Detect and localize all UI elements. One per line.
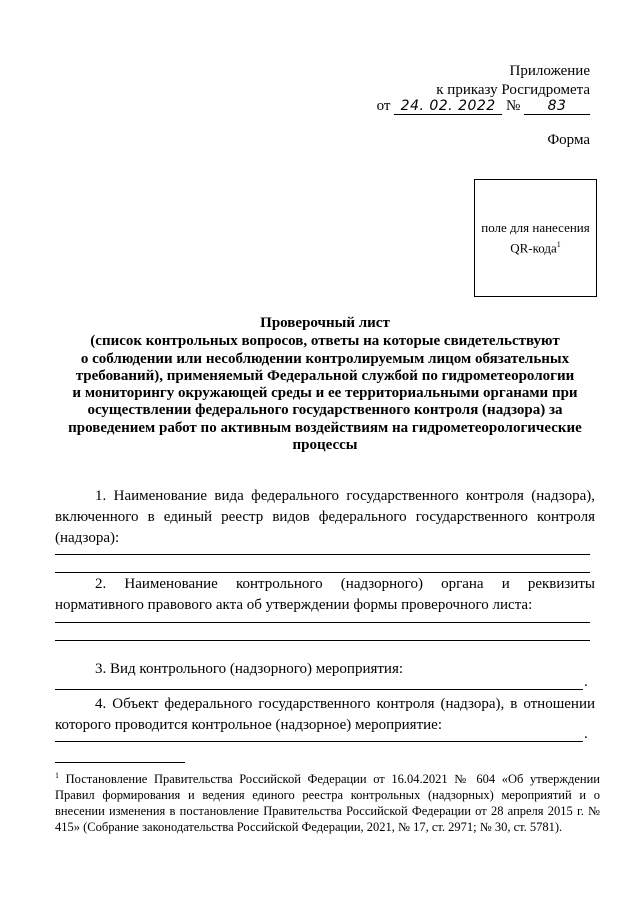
item-2-text: 2. Наименование контрольного (надзорного) органа и реквизиты нормативного правового акта об утверждении формы проверочного листа: xyxy=(55,576,595,613)
footnote-separator xyxy=(55,762,185,763)
fill-line xyxy=(55,689,583,690)
footnote xyxy=(55,768,600,835)
item-3-text: 3. Вид контрольного (надзорного) мероприятия: xyxy=(95,661,404,677)
number-label: № xyxy=(505,98,521,114)
fill-line xyxy=(55,554,590,555)
order-number: 83 xyxy=(524,99,590,115)
qr-footnote-mark: 1 xyxy=(556,240,561,250)
line-end-dot: . xyxy=(584,726,588,742)
title-heading: Проверочный лист xyxy=(260,315,390,331)
line-end-dot: . xyxy=(584,674,588,690)
fill-line xyxy=(55,741,583,742)
footnote-text: Постановление Правительства Российской Федерации от 16.04.2021 № 604 «Об утверждении Правил формирования и ведения единого реестра контрольных (надзорных) мероприятий и о внесении изменения в постановление Правительства Российской Федерации от 28 апреля 2015 г. № 415» (Собрание законодательства Российской Федерации, 2021, № 17, ст. 2971; № 30, ст. 5781). xyxy=(55,772,600,835)
title-line: (список контрольных вопросов, ответы на которые свидетельствуют xyxy=(90,333,560,350)
footnote-mark: 1 xyxy=(55,771,59,780)
title-line: проведением работ по активным воздействиям на гидрометеорологические xyxy=(68,419,582,436)
fill-line xyxy=(55,572,590,573)
qr-field-line1: поле для нанесения xyxy=(481,220,590,236)
title-line: осуществлении федерального государственного контроля (надзора) за xyxy=(87,402,563,419)
fill-line xyxy=(55,640,590,641)
item-1-text: 1. Наименование вида федерального государственного контроля (надзора), включенного в единый реестр видов федерального государственного контроля (надзора): xyxy=(55,488,595,546)
qr-field-line2 xyxy=(510,236,561,256)
appendix-label: Приложение xyxy=(509,63,590,79)
form-label: Форма xyxy=(547,132,590,148)
fill-line xyxy=(55,622,590,623)
title-line: требований), применяемый Федеральной службой по гидрометеорологии xyxy=(75,367,575,384)
item-4-text: 4. Объект федерального государственного контроля (надзора), в отношении которого проводится контрольное (надзорное) мероприятие: xyxy=(55,696,595,733)
order-reference: к приказу Росгидромета xyxy=(436,82,590,98)
order-date: 24. 02. 2022 xyxy=(394,99,502,115)
document-title xyxy=(60,315,590,454)
order-date-number xyxy=(377,98,590,115)
title-line: процессы xyxy=(292,437,358,454)
qr-field-label: QR-кода xyxy=(510,240,557,256)
qr-code-field xyxy=(474,179,597,297)
title-line: о соблюдении или несоблюдении контролируемым лицом обязательных xyxy=(80,350,570,367)
from-label: от xyxy=(376,98,391,114)
title-line: и мониторингу окружающей среды и ее территориальными органами при xyxy=(72,385,578,402)
